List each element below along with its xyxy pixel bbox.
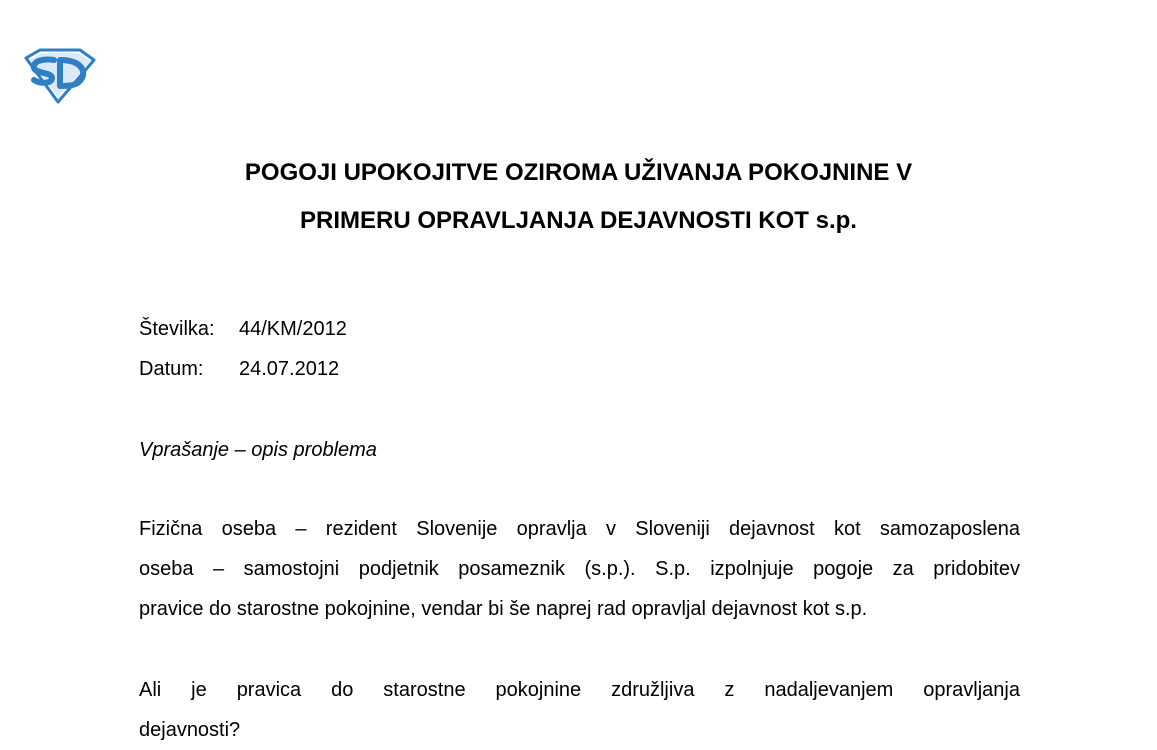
- paragraph-line: pravice do starostne pokojnine, vendar bi še naprej rad opravljal dejavnost kot s.p.: [139, 598, 868, 620]
- paragraph-question: [139, 670, 1020, 750]
- document-number-label: Številka:: [139, 318, 215, 340]
- paragraph-line: Fizična oseba – rezident Slovenije opravlja v Sloveniji dejavnost kot samozaposlena: [139, 518, 1020, 540]
- paragraph-line: Ali je pravica do starostne pokojnine združljiva z nadaljevanjem opravljanja: [139, 679, 1020, 701]
- document-number-row: [139, 317, 347, 341]
- document-date-value: 24.07.2012: [239, 358, 340, 380]
- document-number-value: 44/KM/2012: [239, 318, 347, 340]
- paragraph-problem-description: [139, 509, 1020, 629]
- company-logo: [22, 48, 96, 104]
- document-date-row: [139, 357, 339, 381]
- document-date-label: Datum:: [139, 358, 204, 380]
- document-title-line-2: PRIMERU OPRAVLJANJA DEJAVNOSTI KOT s.p.: [300, 207, 857, 234]
- paragraph-line: dejavnosti?: [139, 719, 241, 741]
- paragraph-line: oseba – samostojni podjetnik posameznik (s.p.). S.p. izpolnjuje pogoje za pridobitev: [139, 558, 1020, 580]
- section-heading: Vprašanje – opis problema: [139, 439, 377, 461]
- document-title-line-1: POGOJI UPOKOJITVE OZIROMA UŽIVANJA POKOJNINE V: [244, 159, 913, 186]
